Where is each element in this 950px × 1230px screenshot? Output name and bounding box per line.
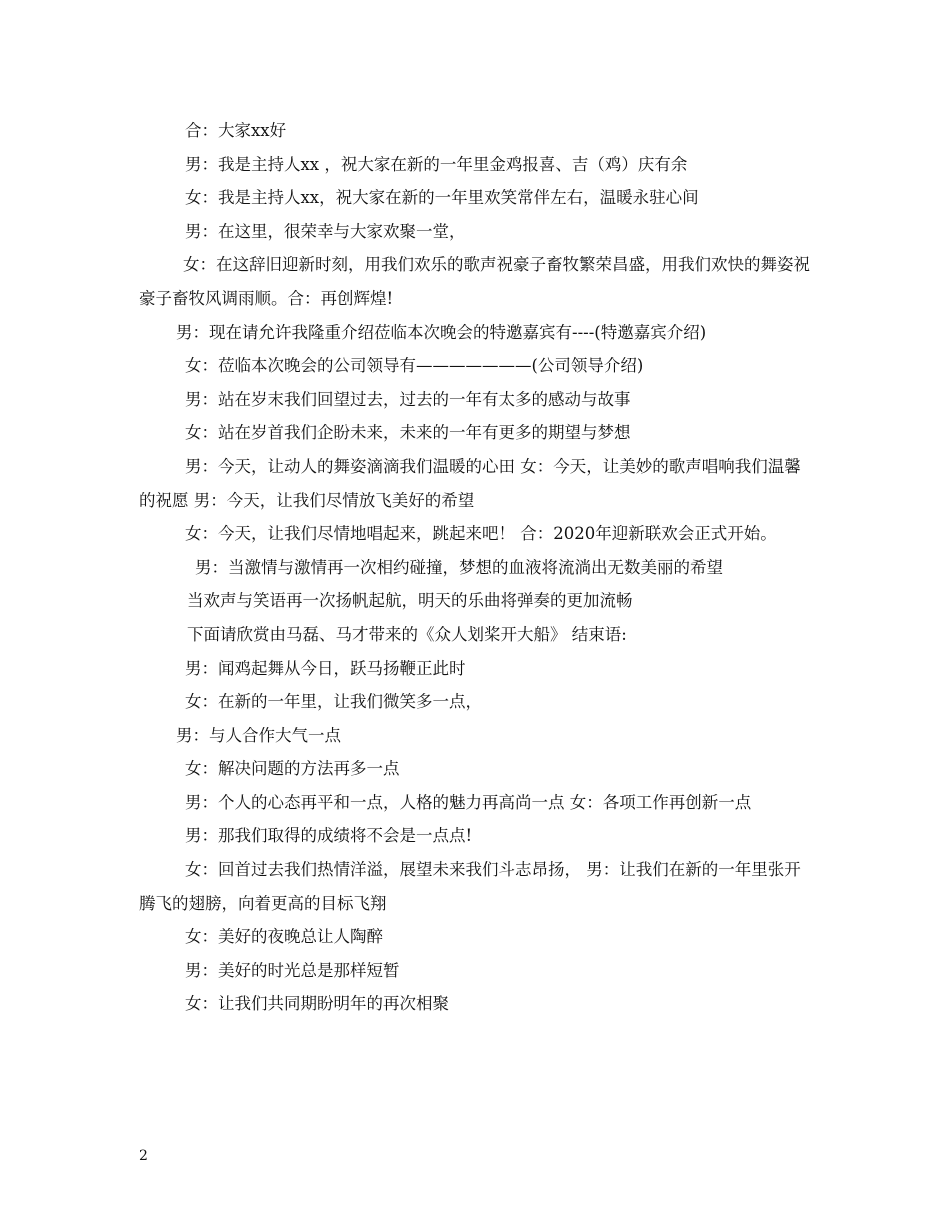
paragraph-2: 男：我是主持人xx ，祝大家在新的一年里金鸡报喜、吉（鸡）庆有余 — [185, 154, 688, 174]
paragraph-16: 女：在新的一年里，让我们微笑多一点， — [185, 692, 482, 712]
paragraph-7: 女：莅临本次晚会的公司领导有———————(公司领导介绍) — [185, 356, 644, 376]
paragraph-9: 女：站在岁首我们企盼未来，未来的一年有更多的期望与梦想 — [185, 423, 631, 443]
paragraph-19: 男：个人的心态再平和一点，人格的魅力再高尚一点 女：各项工作再创新一点 — [185, 792, 752, 812]
paragraph-21: 女：回首过去我们热情洋溢，展望未来我们斗志昂扬， 男：让我们在新的一年里张开腾飞的翅膀，向着更高的目标飞翔 — [139, 860, 801, 913]
paragraph-3: 女：我是主持人xx，祝大家在新的一年里欢笑常伴左右，温暖永驻心间 — [185, 188, 699, 208]
page-number: 2 — [139, 1148, 148, 1164]
paragraph-5: 女：在这辞旧迎新时刻，用我们欢乐的歌声祝豪子畜牧繁荣昌盛，用我们欢快的舞姿祝豪子畜牧风调雨顺。合：再创辉煌! — [139, 255, 810, 308]
paragraph-6: 男：现在请允许我隆重介绍莅临本次晚会的特邀嘉宾有----(特邀嘉宾介绍) — [176, 322, 707, 342]
paragraph-15: 男：闻鸡起舞从今日，跃马扬鞭正此时 — [185, 658, 466, 678]
paragraph-24: 女：让我们共同期盼明年的再次相聚 — [185, 994, 449, 1014]
paragraph-12: 男：当激情与激情再一次相约碰撞，梦想的血液将流淌出无数美丽的希望 — [195, 557, 723, 577]
paragraph-20: 男：那我们取得的成绩将不会是一点点! — [185, 826, 473, 846]
paragraph-18: 女：解决问题的方法再多一点 — [185, 759, 400, 779]
paragraph-13: 当欢声与笑语再一次扬帆起航，明天的乐曲将弹奏的更加流畅 — [187, 591, 633, 611]
paragraph-8: 男：站在岁末我们回望过去，过去的一年有太多的感动与故事 — [185, 389, 631, 409]
paragraph-14: 下面请欣赏由马磊、马才带来的《众人划桨开大船》 结束语: — [187, 624, 627, 644]
paragraph-11: 女：今天，让我们尽情地唱起来，跳起来吧！ 合：2020年迎新联欢会正式开始。 — [185, 524, 777, 544]
paragraph-17: 男：与人合作大气一点 — [176, 725, 341, 745]
paragraph-23: 男：美好的时光总是那样短暂 — [185, 960, 400, 980]
paragraph-10: 男：今天，让动人的舞姿滴滴我们温暖的心田 女：今天，让美妙的歌声唱响我们温馨的祝愿 男：今天，让我们尽情放飞美好的希望 — [139, 456, 801, 510]
document-body — [139, 114, 815, 1021]
paragraph-4: 男：在这里，很荣幸与大家欢聚一堂， — [185, 221, 466, 241]
paragraph-1: 合：大家xx好 — [185, 121, 287, 140]
paragraph-22: 女：美好的夜晚总让人陶醉 — [185, 927, 383, 947]
